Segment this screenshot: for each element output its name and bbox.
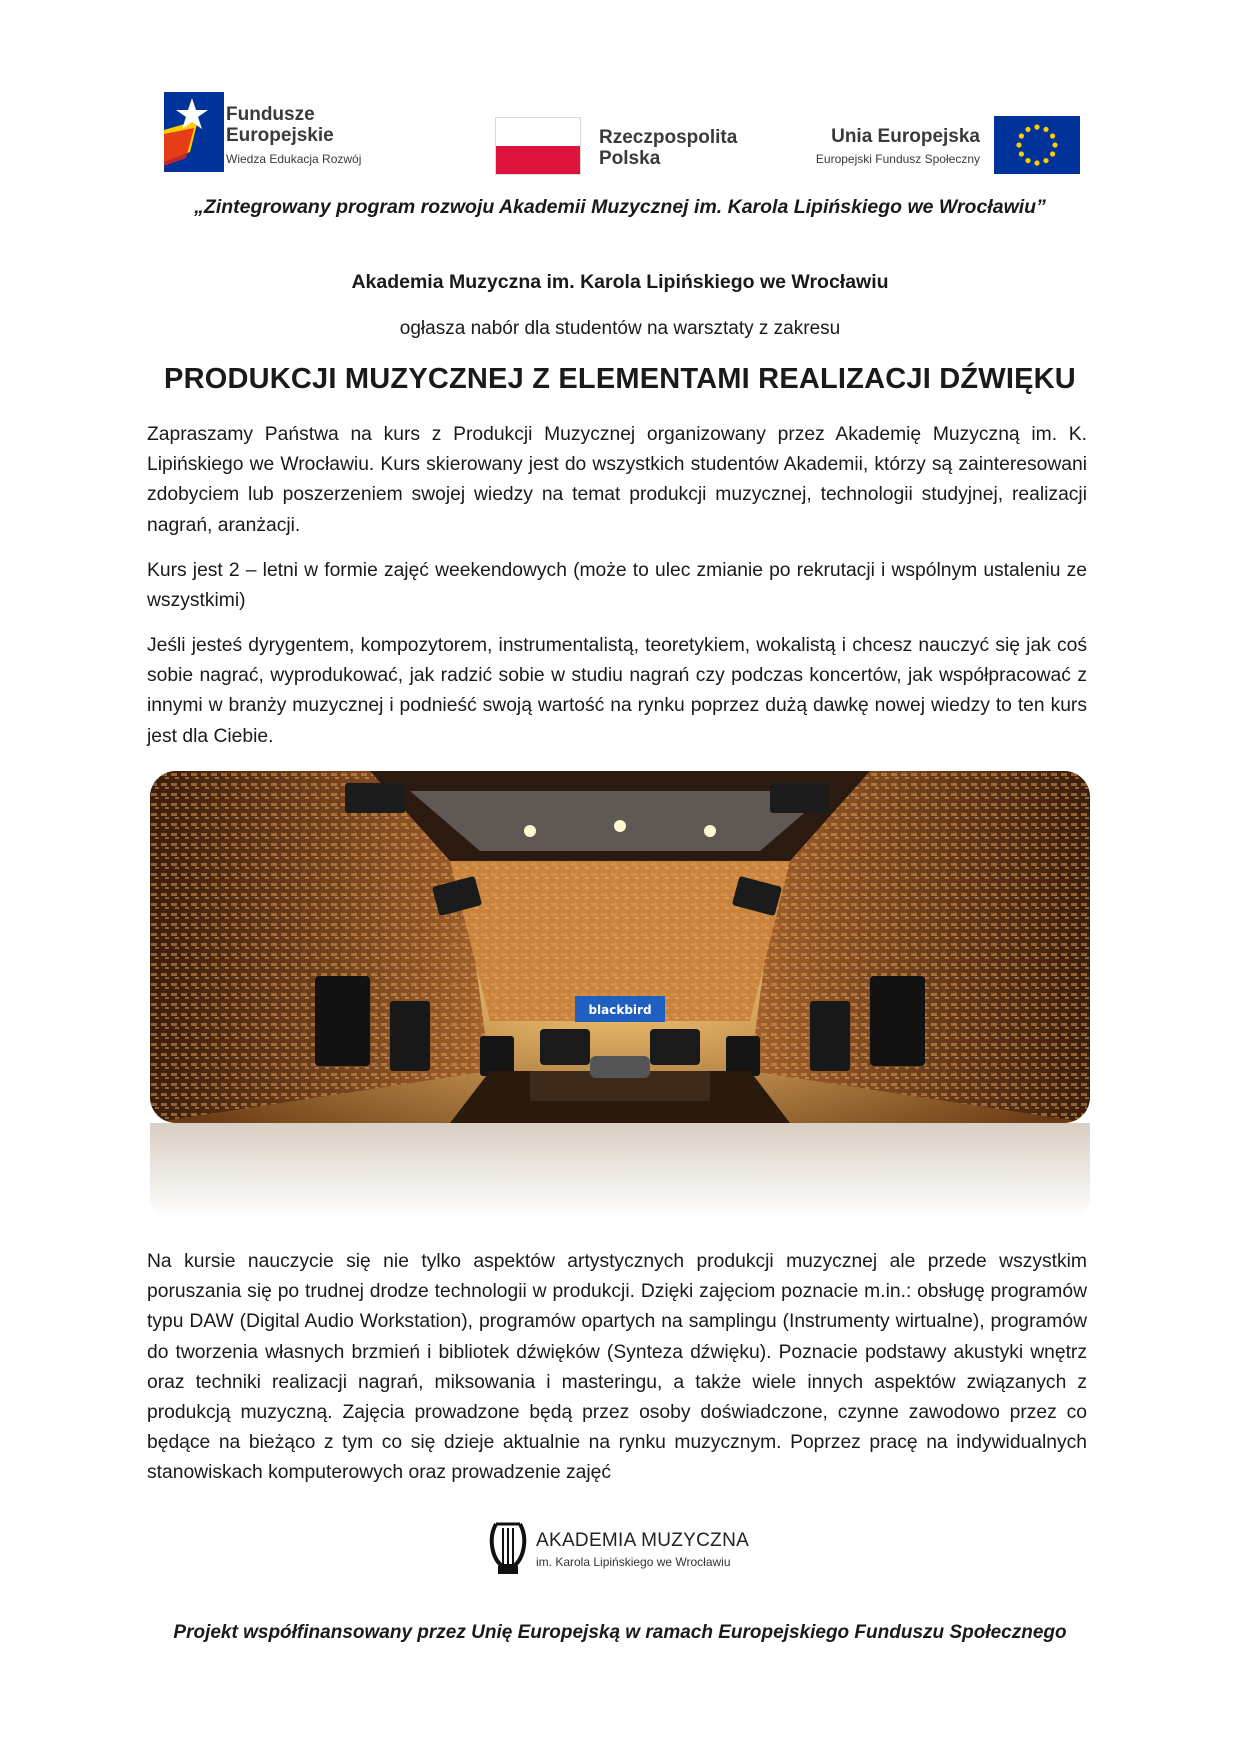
eu-star-icon — [1025, 127, 1030, 132]
akademia-muzyczna-logo — [488, 1518, 758, 1576]
unia-europejska-logo — [790, 116, 1080, 176]
course-content-paragraph: Na kursie nauczycie się nie tylko aspektów artystycznych produkcji muzycznej ale przede wszystkim poruszania się po trudnej drodze technologii w produkcji. Dzięki zajęciom poznacie m.in.: obsługę programów typu DAW (Digital Audio Workstation), programów opartych na samplingu (Instrumenty wirtualne), programów do tworzenia własnych brzmień i bibliotek dźwięków (Synteza dźwięku). Poznacie podstawy akustyki wnętrz oraz techniki realizacji nagrań, miksowania i masteringu, a także wiele innych aspektów związanych z produkcją muzyczną. Zajęcia prowadzone będą przez osoby doświadczone, czynne zawodowo przez co będące na bieżąco z tym co się dzieje aktualnie na rynku muzycznym. Poprzez pracę na indywidualnych stanowiskach komputerowych oraz prowadzenie zajęć — [147, 1251, 1087, 1484]
academy-logo-subtitle: im. Karola Lipińskiego we Wrocławiu — [536, 1555, 731, 1569]
polish-flag-icon — [495, 117, 581, 175]
eu-star-icon — [1050, 133, 1055, 138]
eu-star-icon — [1019, 133, 1024, 138]
studio-photo — [150, 771, 1090, 1123]
eu-flag-icon — [994, 116, 1080, 174]
main-heading: PRODUKCJI MUZYCZNEJ Z ELEMENTAMI REALIZACJI DŹWIĘKU — [164, 363, 1076, 395]
fe-logo-line-2: Europejskie — [226, 125, 334, 146]
program-title: „Zintegrowany program rozwoju Akademii Muzycznej im. Karola Lipińskiego we Wrocławiu” — [194, 196, 1046, 218]
fe-logo-line-3: Wiedza Edukacja Rozwój — [226, 152, 362, 166]
studio-sign: blackbird — [588, 1003, 652, 1017]
institution-name: Akademia Muzyczna im. Karola Lipińskiego we Wrocławiu — [351, 271, 889, 293]
lyre-icon — [488, 1518, 528, 1576]
eu-star-icon — [1019, 151, 1024, 156]
eu-star-icon — [1043, 158, 1048, 163]
fundusze-europejskie-emblem-icon — [164, 92, 224, 192]
eu-star-icon — [1016, 142, 1021, 147]
eu-star-icon — [1025, 158, 1030, 163]
rp-logo-line-2: Polska — [599, 148, 661, 169]
intro-paragraph: Zapraszamy Państwa na kurs z Produkcji Muzycznej organizowany przez Akademię Muzyczną im. K. Lipińskiego we Wrocławiu. Kurs skierowany jest do wszystkich studentów Akademii, którzy są zainteresowani zdobyciem lub poszerzeniem swojej wiedzy na temat produkcji muzycznej, technologii studyjnej, realizacji nagrań, aranżacji. — [147, 424, 1087, 536]
eu-star-icon — [1034, 124, 1039, 129]
ue-logo-line-2: Europejski Fundusz Społeczny — [815, 152, 980, 166]
eu-star-icon — [1052, 142, 1057, 147]
audience-paragraph: Jeśli jesteś dyrygentem, kompozytorem, instrumentalistą, teoretykiem, wokalistą i chcesz nauczyć się jak coś sobie nagrać, wyprodukować, jak radzić sobie w studiu nagrań czy podczas koncertów, jak współpracować z innymi w branży muzycznej i podnieść swoją wartość na rynku poprzez dużą dawkę nowej wiedzy to ten kurs jest dla Ciebie. — [147, 635, 1087, 747]
funding-note: Projekt współfinansowany przez Unię Europejską w ramach Europejskiego Funduszu Społecznego — [173, 1622, 1067, 1643]
rp-logo-line-1: Rzeczpospolita — [599, 127, 738, 148]
ue-logo-line-1: Unia Europejska — [831, 126, 980, 147]
photo-reflection — [150, 1123, 1090, 1223]
rzeczpospolita-polska-logo — [495, 117, 755, 177]
recording-studio-illustration — [150, 771, 1090, 1123]
eu-star-icon — [1034, 160, 1039, 165]
announcement-intro: ogłasza nabór dla studentów na warsztaty z zakresu — [399, 318, 841, 339]
eu-star-icon — [1050, 151, 1055, 156]
duration-paragraph: Kurs jest 2 – letni w formie zajęć weekendowych (może to ulec zmianie po rekrutacji i wspólnym ustaleniu ze wszystkimi) — [147, 560, 1087, 612]
fe-logo-line-1: Fundusze — [226, 104, 315, 125]
academy-logo-name: AKADEMIA MUZYCZNA — [536, 1530, 750, 1551]
eu-star-icon — [1043, 127, 1048, 132]
fundusze-europejskie-logo — [150, 78, 395, 186]
